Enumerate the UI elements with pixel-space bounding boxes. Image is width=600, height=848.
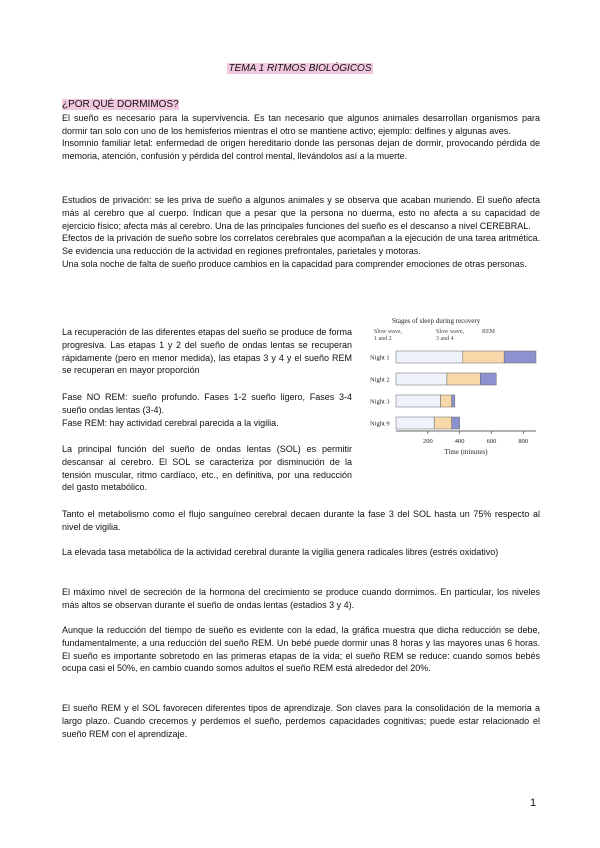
bar-segment [447, 373, 480, 385]
bar-segment [452, 395, 455, 407]
tick-label: 200 [422, 438, 433, 445]
legend-entry: Slow wave, 1 and 2 [374, 329, 402, 342]
category-label: Night 3 [370, 398, 390, 406]
tick-label: 400 [454, 438, 465, 445]
bar-segment [396, 395, 441, 407]
category-label: Night 2 [370, 376, 390, 384]
bar-segment [441, 395, 452, 407]
sleep-recovery-chart [370, 313, 544, 459]
paragraph-hormona-crecimiento: El máximo nivel de secreción de la hormona del crecimiento se produce cuando dormimos. En particular, los niveles más altos se observan durante el sueño de ondas lentas (estadios 3 y 4). [62, 587, 540, 610]
chart-x-label: Time (minutes) [444, 448, 488, 456]
section-heading: ¿POR QUÉ DORMIMOS? [62, 99, 179, 110]
bar-segment [452, 417, 460, 429]
paragraph-sol: La principal función del sueño de ondas lentas (SOL) es permitir descansar al cerebro. El SOL se caracteriza por disminución de la tensión muscular, ritmo cardíaco, etc., en definitiva, por una reducción del gasto metabólico. [62, 444, 352, 493]
paragraph-fase-rem: Fase REM: hay actividad cerebral parecida a la vigilia. [62, 417, 279, 428]
bar-segment [396, 351, 463, 363]
paragraph-recuperacion: La recuperación de las diferentes etapas del sueño se produce de forma progresiva. Las etapas 1 y 2 del sueño de ondas lentas se recuperan rápidamente (pero en menor medida), las etapas 3 y 4 y el sueño REM se recuperan en mayor proporción [62, 327, 352, 376]
bar-segment [396, 373, 447, 385]
category-label: Night 1 [370, 354, 390, 362]
fases-section [62, 391, 352, 429]
paragraph-fase-no-rem: Fase NO REM: sueño profundo. Fases 1-2 sueño ligero, Fases 3-4 sueño ondas lentas (3-4). [62, 392, 352, 415]
paragraph-insomnio: Insomnio familiar letal: enfermedad de origen hereditario donde las personas dejan de dormir, provocando pérdida de memoria, atención, confusión y pérdida del control mental, llevándolos así a la muerte. [62, 138, 540, 162]
legend-entry: Slow wave, 3 and 4 [436, 329, 464, 342]
chart-legend [374, 329, 496, 342]
bar-segment [396, 417, 434, 429]
paragraph-aprendizaje: El sueño REM y el SOL favorecen diferentes tipos de aprendizaje. Son claves para la consolidación de la memoria a largo plazo. Cuando crecemos y perdemos el sueño, perdemos capacidades cognitivas; puede estar relacionado el sueño REM con el aprendizaje. [62, 703, 540, 739]
paragraph-radicales: La elevada tasa metabólica de la actividad cerebral durante la vigilia genera radicales libres (estrés oxidativo) [62, 547, 499, 557]
paragraph-metabolismo: Tanto el metabolismo como el flujo sanguíneo cerebral decaen durante la fase 3 del SOL hasta un 75% respecto al nivel de vigilia. [62, 509, 540, 532]
paragraph-supervivencia: El sueño es necesario para la supervivencia. Es tan necesario que algunos animales desarrollan organismos para dormir tan solo con uno de los hemisferios mientras el otro se mantiene activo; ejemplo: delfines y algunas aves. [62, 112, 540, 136]
chart-title: Stages of sleep during recovery [392, 317, 481, 325]
paragraph-estudios-privacion: Estudios de privación: se les priva de sueño a algunos animales y se observa que acaban muriendo. El sueño afecta más al cerebro que al cuerpo. Indican que a pesar que la persona no duerma, esto no afecta a su capacidad de ejercicio físico; afecta más al cerebro. Una de las principales funciones del sueño es el descanso a nivel CEREBRAL. [62, 195, 540, 231]
category-label: Night 9 [370, 420, 390, 428]
chart-x-ticks [423, 431, 528, 445]
legend-entry: REM [482, 329, 496, 335]
bar-segment [463, 351, 504, 363]
intro-section [62, 99, 540, 163]
tick-label: 600 [486, 438, 497, 445]
paragraph-efectos-privacion: Efectos de la privación de sueño sobre los correlatos cerebrales que acompañan a la ejecución de una tarea aritmética. Se evidencia una reducción de la actividad en regiones prefrontales, parietales y motoras. [62, 233, 540, 257]
bar-segment [480, 373, 496, 385]
paragraph-edad-rem: Aunque la reducción del tiempo de sueño es evidente con la edad, la gráfica muestra que dicha reducción se debe, fundamentalmente, a una reducción del sueño REM. Un bebé puede dormir unas 8 horas y las mayores unas 6 horas. El sueño es importante sobretodo en las primeras etapas de la vida; el sueño REM se reduce: cuando somos bebés ocupa casi el 50%, en cambio cuando somos adultos el sueño REM está alrededor del 20%. [62, 625, 540, 674]
page-number: 1 [530, 797, 537, 809]
bar-segment [434, 417, 452, 429]
chart-bars [370, 351, 536, 429]
privacion-section [62, 194, 540, 271]
bar-segment [504, 351, 536, 363]
paragraph-emociones: Una sola noche de falta de sueño produce cambios en la capacidad para comprender emociones de otras personas. [62, 258, 527, 269]
document-title: TEMA 1 RITMOS BIOLÓGICOS [228, 63, 372, 74]
tick-label: 800 [518, 438, 529, 445]
